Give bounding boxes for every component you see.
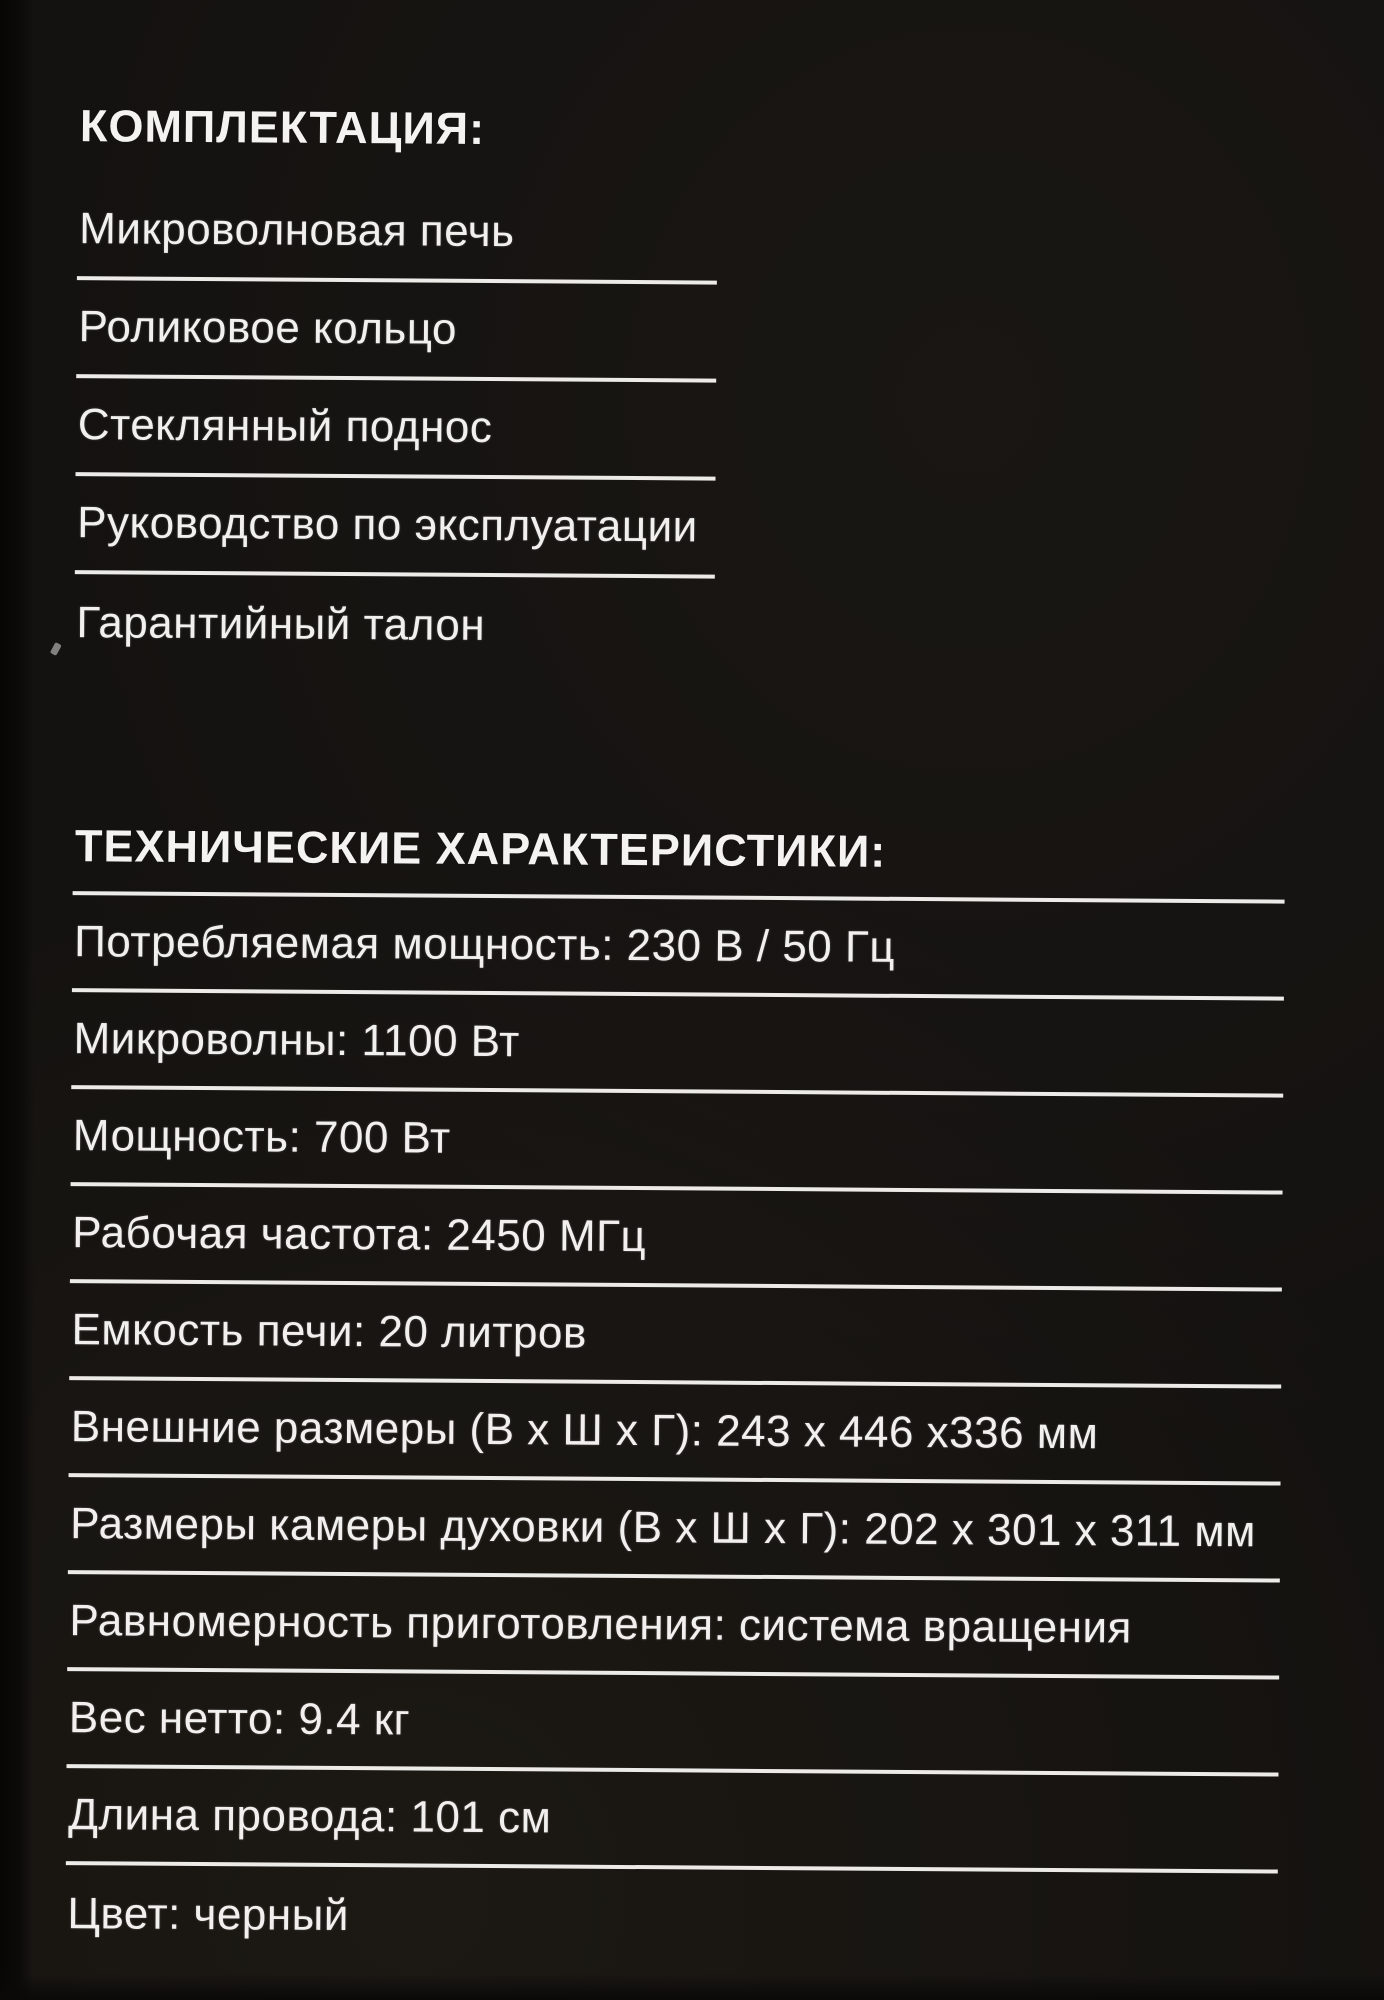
list-item: Рабочая частота: 2450 МГц [70,1186,1283,1291]
list-item: Мощность: 700 Вт [71,1089,1284,1194]
list-item: Внешние размеры (В х Ш х Г): 243 х 446 х336 мм [69,1380,1282,1485]
photo-stray-mark [50,642,62,656]
list-item: Цвет: черный [67,1888,350,1940]
list-item: Длина провода: 101 см [66,1768,1279,1873]
list-item: Равномерность приготовления: система вращения [67,1574,1280,1679]
list-item: Микроволны: 1100 Вт [71,992,1284,1097]
package-contents-title: КОМПЛЕКТАЦИЯ: [79,100,486,154]
list-item: Стеклянный поднос [76,378,717,480]
list-item: Гарантийный талон [76,598,486,650]
list-item: Руководство по эксплуатации [75,476,716,578]
list-item: Роликовое кольцо [76,280,717,382]
list-item: Вес нетто: 9.4 кг [66,1671,1279,1776]
technical-specs-list [65,891,1284,1970]
list-item: Микроволновая печь [77,182,718,284]
list-item: Емкость печи: 20 литров [69,1283,1282,1388]
list-item: Потребляемая мощность: 230 В / 50 Гц [72,895,1285,1000]
list-item: Размеры камеры духовки (В х Ш х Г): 202 х 301 х 311 мм [68,1477,1281,1582]
package-contents-list [74,182,717,676]
technical-specs-title: ТЕХНИЧЕСКИЕ ХАРАКТЕРИСТИКИ: [74,820,887,877]
